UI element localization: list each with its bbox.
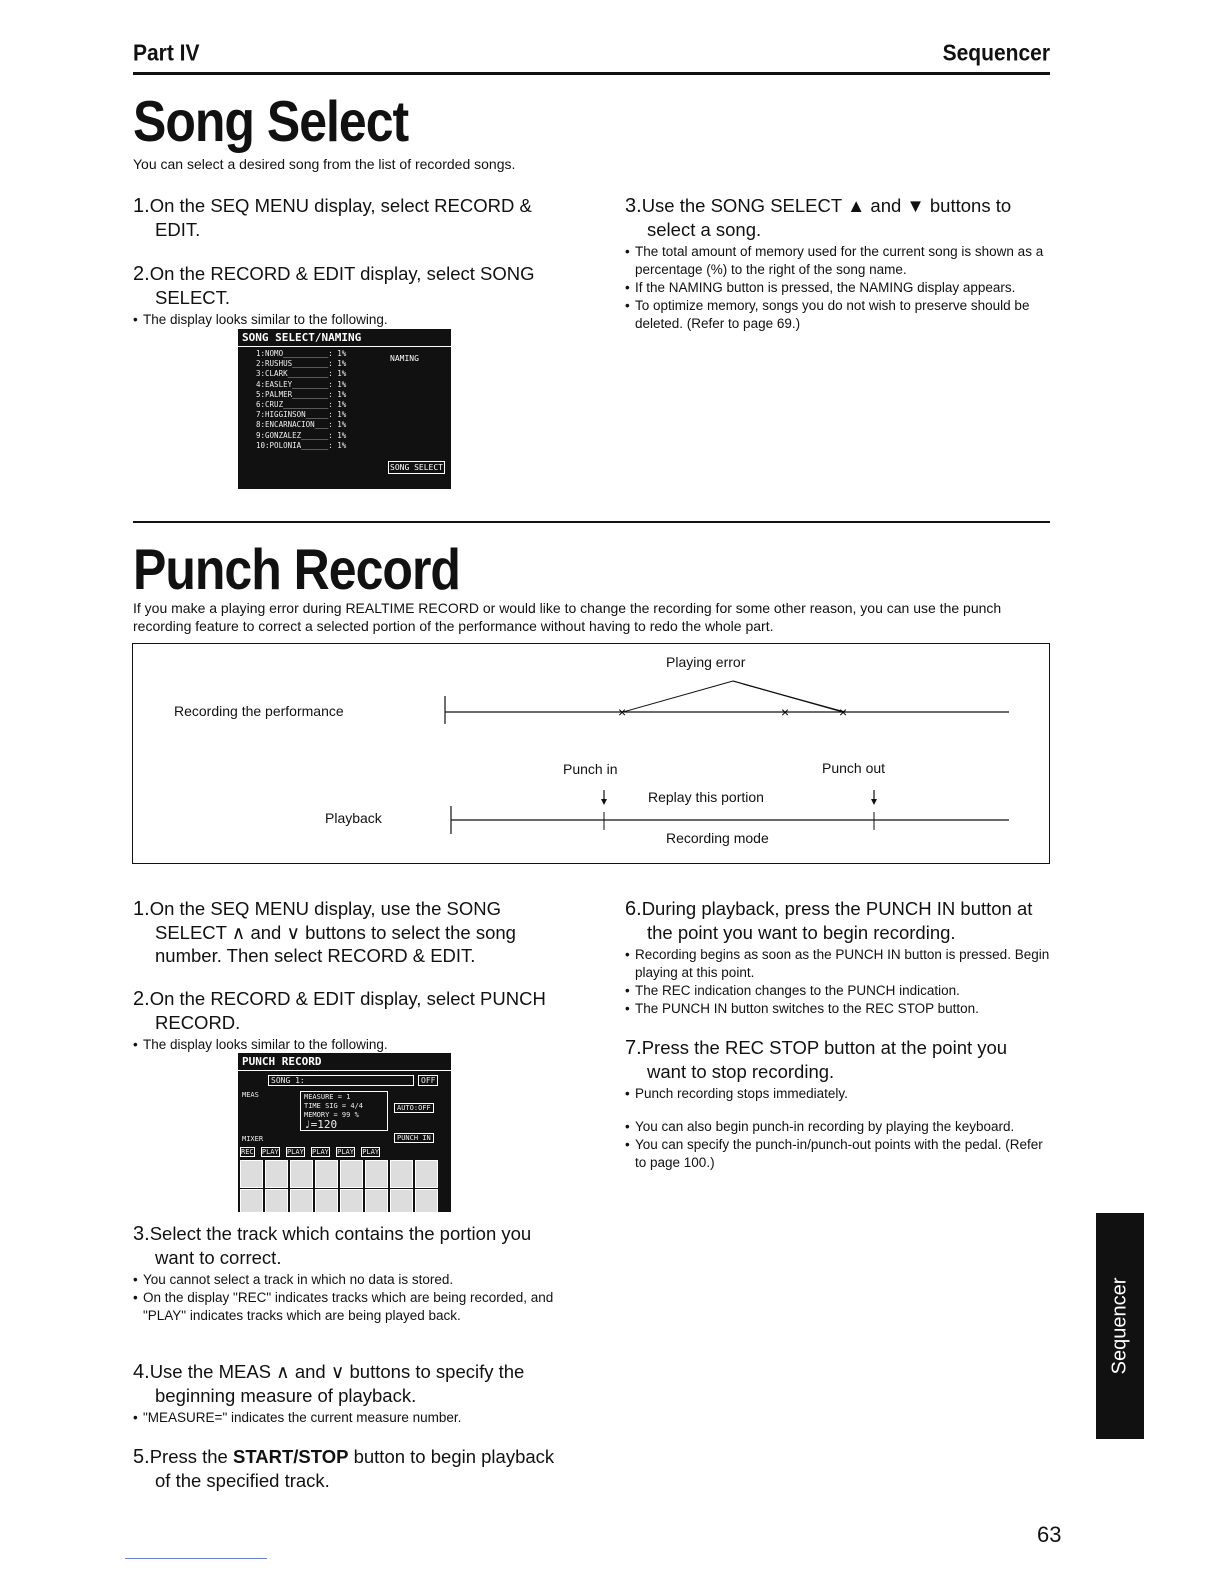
mixer-label: MIXER: [242, 1135, 264, 1143]
off-button[interactable]: OFF: [418, 1075, 438, 1086]
track-button[interactable]: [265, 1189, 288, 1212]
footer-rule: [125, 1558, 267, 1559]
list-item[interactable]: 10:POLONIA______: 1%: [256, 440, 347, 450]
punch-in-label: Punch in: [563, 761, 618, 777]
punch-step-1: 1.On the SEQ MENU display, use the SONG SELECT ∧ and ∨ buttons to select the song number. Then select RECORD & EDIT.: [133, 898, 516, 966]
lcd-title: SONG SELECT/NAMING: [238, 329, 451, 347]
track-button[interactable]: [290, 1189, 313, 1212]
lcd-title: PUNCH RECORD: [238, 1053, 451, 1071]
track-buttons-row-2: [240, 1189, 440, 1212]
recording-perf-label: Recording the performance: [174, 703, 344, 719]
song-select-button[interactable]: SONG SELECT: [390, 463, 443, 472]
naming-button[interactable]: NAMING: [390, 354, 419, 363]
track-button[interactable]: [390, 1160, 413, 1188]
song-select-title: Song Select: [133, 89, 409, 154]
playback-label: Playback: [325, 810, 382, 826]
song-step-3: 3.Use the SONG SELECT ▲ and ▼ buttons to select a song. • The total amount of memory used for the current song is shown as a percentage (%) to the right of the song name. • If the NAMING button is pressed, the NAMING display appears. • To optimize memory, songs you do not wish to preserve should be deleted. (Refer to page 69.): [625, 194, 1050, 333]
list-item[interactable]: 5:PALMER________: 1%: [256, 389, 347, 399]
svg-text:×: ×: [781, 704, 790, 720]
track-button[interactable]: [415, 1160, 438, 1188]
punch-step-7: 7.Press the REC STOP button at the point you want to stop recording. • Punch recording stops immediately.: [625, 1036, 1050, 1103]
song-select-lcd: [238, 329, 451, 489]
list-item[interactable]: 7:HIGGINSON_____: 1%: [256, 410, 347, 420]
punch-step-5: 5.Press the START/STOP button to begin playback of the specified track.: [133, 1446, 555, 1491]
svg-text:×: ×: [618, 704, 627, 720]
punch-record-intro: If you make a playing error during REALTIME RECORD or would like to change the recording for some other reason, you can use the punch recording feature to correct a selected portion of the performance without having to redo the whole part.: [133, 600, 1002, 634]
list-item[interactable]: 8:ENCARNACION___: 1%: [256, 420, 347, 430]
punch-record-lcd: [238, 1053, 451, 1212]
diagram-lines: [133, 644, 1049, 863]
list-item[interactable]: 4:EASLEY________: 1%: [256, 379, 347, 389]
list-item[interactable]: 2:RUSHUS________: 1%: [256, 359, 347, 369]
list-item[interactable]: 6:CRUZ__________: 1%: [256, 400, 347, 410]
track-button[interactable]: [340, 1189, 363, 1212]
track-button[interactable]: [240, 1189, 263, 1212]
track-button[interactable]: [365, 1189, 388, 1212]
svg-text:×: ×: [839, 704, 848, 720]
track-button[interactable]: [315, 1160, 338, 1188]
section-divider: [133, 521, 1050, 523]
track-button[interactable]: [365, 1160, 388, 1188]
song-step-1: 1.On the SEQ MENU display, select RECORD & EDIT.: [133, 195, 532, 240]
measure-info: MEASURE = 1 TIME SIG = 4/4 MEMORY = 99 % ♩=120: [300, 1091, 388, 1131]
list-item[interactable]: 9:GONZALEZ______: 1%: [256, 430, 347, 440]
section-label: Sequencer: [942, 40, 1050, 67]
song-step-2: 2.On the RECORD & EDIT display, select SONG SELECT. • The display looks similar to the following.: [133, 262, 563, 329]
header-rule: [133, 72, 1050, 75]
auto-off-button[interactable]: AUTO:OFF: [394, 1103, 434, 1113]
track-button[interactable]: [315, 1189, 338, 1212]
track-button[interactable]: [265, 1160, 288, 1188]
track-button[interactable]: [290, 1160, 313, 1188]
page-number: 63: [1037, 1522, 1062, 1547]
punch-step-2: 2.On the RECORD & EDIT display, select PUNCH RECORD. • The display looks similar to the following.: [133, 987, 558, 1054]
song-field[interactable]: SONG 1:: [268, 1075, 414, 1086]
punch-step-6: 6.During playback, press the PUNCH IN button at the point you want to begin recording. • Recording begins as soon as the PUNCH IN button is pressed. Begin playing at this point. • The REC indication changes to the PUNCH indication. • The PUNCH IN button switches to the REC STOP button.: [625, 897, 1050, 1018]
track-buttons-row-1: [240, 1160, 440, 1188]
replay-label: Replay this portion: [648, 789, 764, 805]
track-button[interactable]: [415, 1189, 438, 1212]
track-button[interactable]: [340, 1160, 363, 1188]
track-status-row: REC PLAY PLAY PLAY PLAY PLAY: [241, 1148, 380, 1156]
list-item[interactable]: 3:CLARK_________: 1%: [256, 369, 347, 379]
punch-notes: • You can also begin punch-in recording by playing the keyboard. • You can specify the punch-in/punch-out points with the pedal. (Refer to page 100.): [625, 1116, 1050, 1172]
meas-label: MEAS: [242, 1091, 259, 1099]
playing-error-label: Playing error: [666, 654, 746, 670]
punch-record-title: Punch Record: [133, 537, 460, 602]
punch-in-button[interactable]: PUNCH IN: [394, 1133, 434, 1143]
track-button[interactable]: [240, 1160, 263, 1188]
part-label: Part IV: [133, 40, 200, 67]
section-side-tab: Sequencer: [1096, 1213, 1144, 1439]
track-button[interactable]: [390, 1189, 413, 1212]
punch-out-label: Punch out: [822, 760, 886, 776]
song-list: [256, 349, 451, 451]
punch-diagram: [132, 643, 1050, 864]
list-item[interactable]: 1:NOMO__________: 1%: [256, 349, 347, 358]
song-select-intro: You can select a desired song from the list of recorded songs.: [133, 156, 516, 172]
punch-step-4: 4.Use the MEAS ∧ and ∨ buttons to specify the beginning measure of playback. • "MEASURE=" indicates the current measure number.: [133, 1360, 558, 1427]
punch-step-3: 3.Select the track which contains the portion you want to correct. • You cannot select a track in which no data is stored. • On the display "REC" indicates tracks which are being recorded, and "PLAY" indicates tracks which are being played back.: [133, 1222, 558, 1325]
recording-mode-label: Recording mode: [666, 830, 769, 846]
